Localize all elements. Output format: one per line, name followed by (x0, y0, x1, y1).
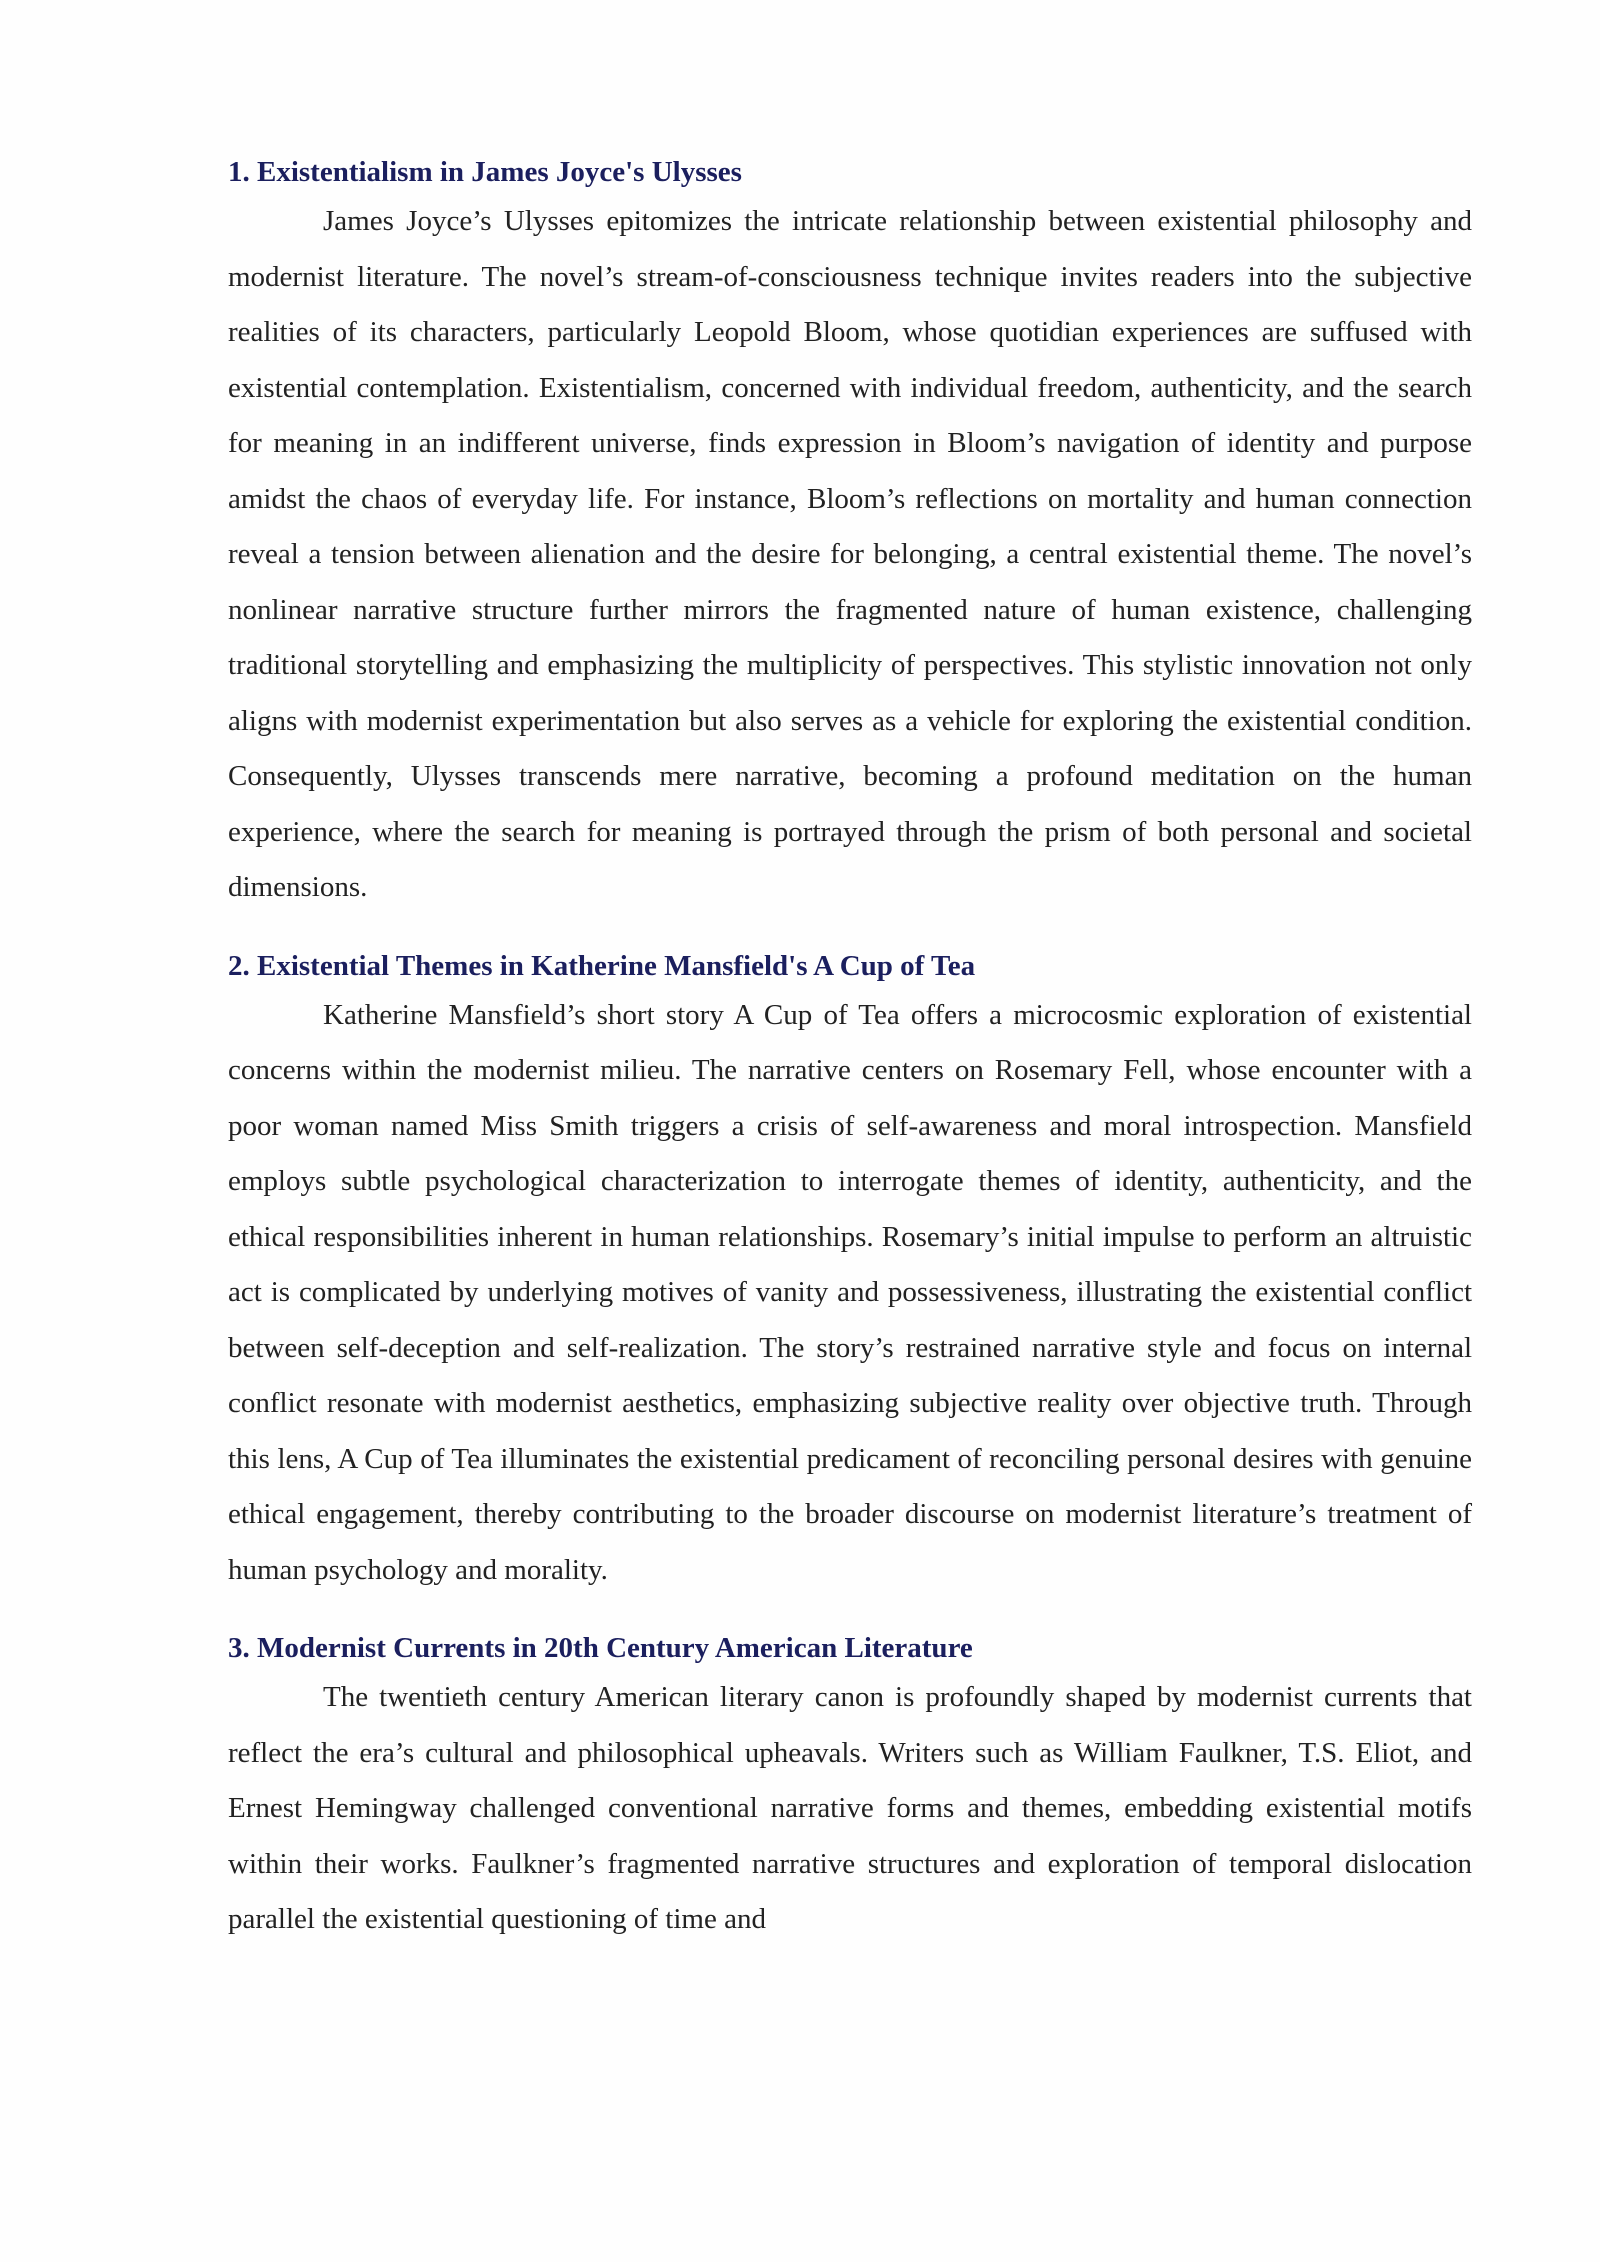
section-heading: 2. Existential Themes in Katherine Mansfield's A Cup of Tea (228, 949, 976, 982)
section-american-modernism (228, 1626, 1472, 1948)
section-cup-of-tea (228, 944, 1472, 1599)
section-paragraph: James Joyce’s Ulysses epitomizes the intricate relationship between existential philosophy and modernist literature. The novel’s stream-of-consciousness technique invites readers into the subjective realities of its characters, particularly Leopold Bloom, whose quotidian experiences are suffused with existential contemplation. Existentialism, concerned with individual freedom, authenticity, and the search for meaning in an indifferent universe, finds expression in Bloom’s navigation of identity and purpose amidst the chaos of everyday life. For instance, Bloom’s reflections on mortality and human connection reveal a tension between alienation and the desire for belonging, a central existential theme. The novel’s nonlinear narrative structure further mirrors the fragmented nature of human existence, challenging traditional storytelling and emphasizing the multiplicity of perspectives. This stylistic innovation not only aligns with modernist experimentation but also serves as a vehicle for exploring the existential condition. Consequently, Ulysses transcends mere narrative, becoming a profound meditation on the human experience, where the search for meaning is portrayed through the prism of both personal and societal dimensions. (228, 205, 1472, 903)
section-ulysses (228, 150, 1472, 916)
section-heading: 1. Existentialism in James Joyce's Ulysses (228, 156, 742, 188)
section-heading: 3. Modernist Currents in 20th Century American Literature (228, 1632, 973, 1664)
section-paragraph: The twentieth century American literary canon is profoundly shaped by modernist currents that reflect the era’s cultural and philosophical upheavals. Writers such as William Faulkner, T.S. Eliot, and Ernest Hemingway challenged conventional narrative forms and themes, embedding existential motifs within their works. Faulkner’s fragmented narrative structures and exploration of temporal dislocation parallel the existential questioning of time and (228, 1681, 1472, 1935)
section-paragraph: Katherine Mansfield’s short story A Cup of Tea offers a microcosmic exploration of existential concerns within the modernist milieu. The narrative centers on Rosemary Fell, whose encounter with a poor woman named Miss Smith triggers a crisis of self-awareness and moral introspection. Mansfield employs subtle psychological characterization to interrogate themes of identity, authenticity, and the ethical responsibilities inherent in human relationships. Rosemary’s initial impulse to perform an altruistic act is complicated by underlying motives of vanity and possessiveness, illustrating the existential conflict between self-deception and self-realization. The story’s restrained narrative style and focus on internal conflict resonate with modernist aesthetics, emphasizing subjective reality over objective truth. Through this lens, A Cup of Tea illuminates the existential predicament of reconciling personal desires with genuine ethical engagement, thereby contributing to the broader discourse on modernist literature’s treatment of human psychology and morality. (228, 998, 1472, 1586)
